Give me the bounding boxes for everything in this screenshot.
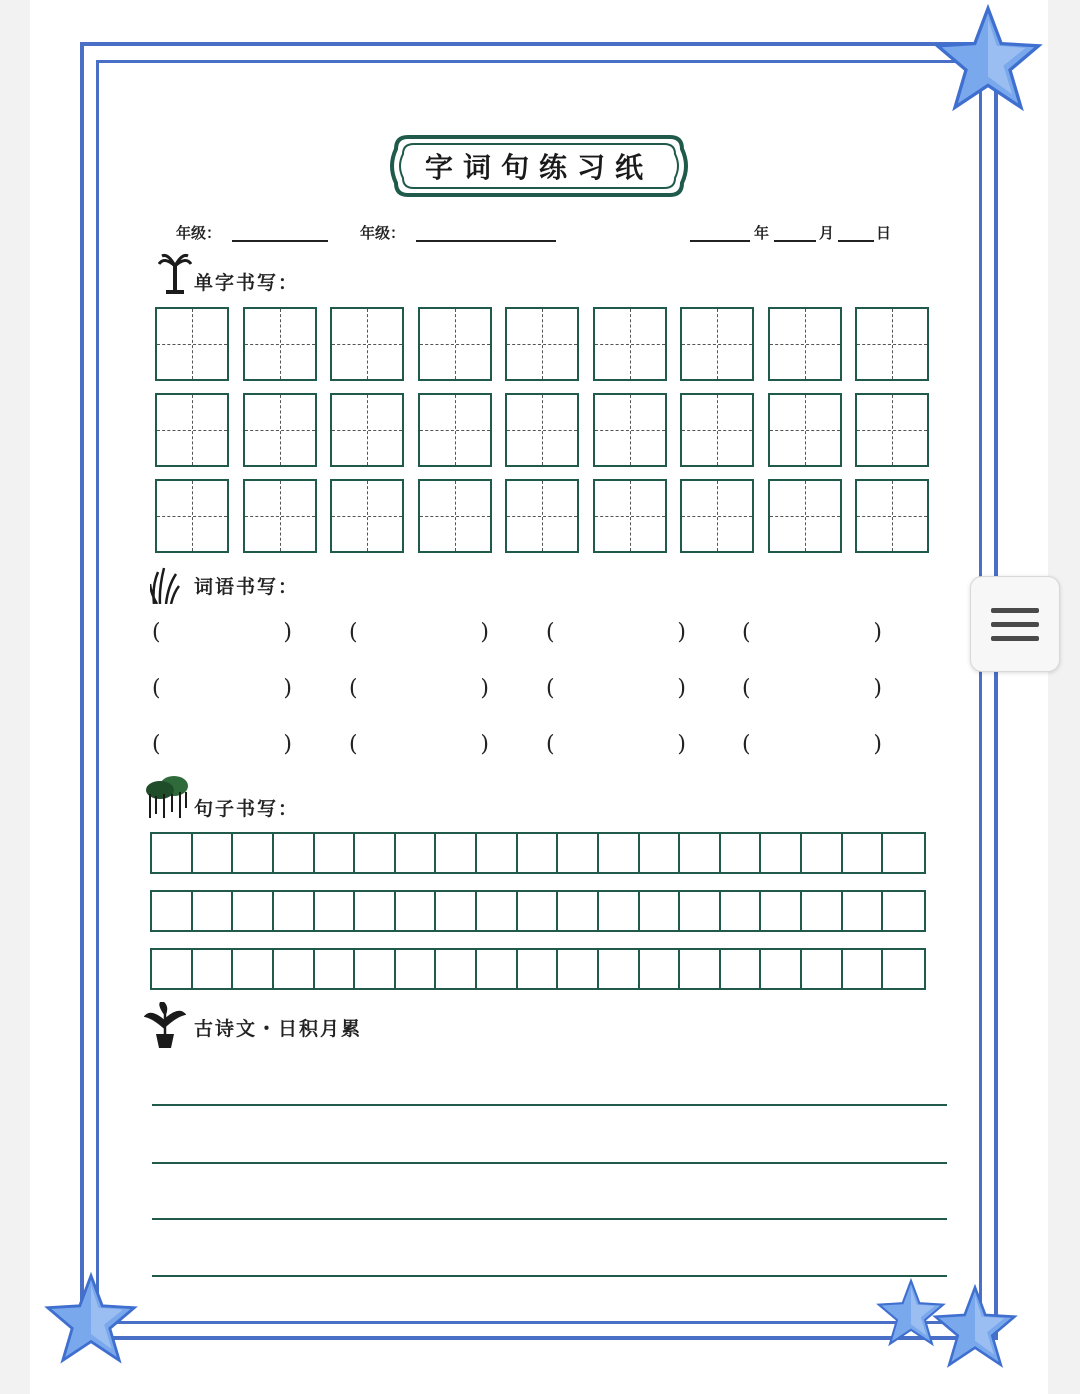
- page-title: 字词句练习纸: [424, 151, 653, 184]
- tian-cell[interactable]: [855, 479, 929, 553]
- writing-line[interactable]: [152, 1104, 947, 1106]
- tian-cell[interactable]: [330, 479, 404, 553]
- month-blank[interactable]: [774, 240, 816, 242]
- paren-close: ): [677, 620, 686, 645]
- paren-open: (: [742, 620, 751, 645]
- word-blank[interactable]: [742, 724, 882, 764]
- paren-close: ): [480, 732, 489, 757]
- tian-cell[interactable]: [593, 307, 667, 381]
- paren-open: (: [742, 676, 751, 701]
- tree-icon: [144, 774, 190, 820]
- paren-close: ): [873, 676, 882, 701]
- word-blank[interactable]: [546, 668, 686, 708]
- year-label: 年: [754, 224, 770, 242]
- palm-tree-icon: [158, 252, 192, 294]
- tian-cell[interactable]: [855, 307, 929, 381]
- paren-close: ): [677, 732, 686, 757]
- day-label: 日: [876, 224, 892, 242]
- grade-blank[interactable]: [232, 240, 328, 242]
- writing-line[interactable]: [152, 1275, 947, 1277]
- section-sentences: 句子书写：: [194, 798, 300, 820]
- star-icon: [44, 1272, 138, 1366]
- word-blank[interactable]: [546, 724, 686, 764]
- paren-close: ): [480, 620, 489, 645]
- tian-cell[interactable]: [505, 479, 579, 553]
- star-icon: [928, 4, 1048, 114]
- paren-close: ): [283, 732, 292, 757]
- word-blank[interactable]: [546, 612, 686, 652]
- paren-open: (: [546, 620, 555, 645]
- sentence-row[interactable]: [150, 832, 926, 874]
- tian-cell[interactable]: [680, 479, 754, 553]
- day-blank[interactable]: [838, 240, 874, 242]
- menu-icon: [991, 636, 1039, 641]
- grade-label-2: 年级：: [360, 224, 406, 242]
- tian-cell[interactable]: [855, 393, 929, 467]
- word-blank[interactable]: [349, 724, 489, 764]
- word-blank[interactable]: [152, 668, 292, 708]
- paren-open: (: [152, 620, 161, 645]
- paren-open: (: [546, 676, 555, 701]
- tian-cell[interactable]: [155, 479, 229, 553]
- paren-open: (: [349, 732, 358, 757]
- tian-cell[interactable]: [505, 307, 579, 381]
- word-blank[interactable]: [349, 612, 489, 652]
- grass-icon: [150, 566, 180, 604]
- word-row: [150, 724, 910, 780]
- word-row: [150, 612, 910, 668]
- menu-icon: [991, 622, 1039, 627]
- word-blank[interactable]: [152, 612, 292, 652]
- paren-close: ): [873, 620, 882, 645]
- tian-cell[interactable]: [155, 307, 229, 381]
- paren-close: ): [480, 676, 489, 701]
- paren-close: ): [873, 732, 882, 757]
- grade-blank-2[interactable]: [416, 240, 556, 242]
- tian-cell[interactable]: [680, 307, 754, 381]
- word-blanks: [150, 612, 910, 780]
- tian-cell[interactable]: [243, 307, 317, 381]
- word-blank[interactable]: [349, 668, 489, 708]
- tian-cell[interactable]: [155, 393, 229, 467]
- character-grid: [155, 307, 929, 553]
- tian-cell[interactable]: [418, 307, 492, 381]
- word-blank[interactable]: [152, 724, 292, 764]
- tian-cell[interactable]: [593, 479, 667, 553]
- paren-open: (: [742, 732, 751, 757]
- paren-close: ): [677, 676, 686, 701]
- tian-cell[interactable]: [418, 479, 492, 553]
- word-row: [150, 668, 910, 724]
- tian-cell[interactable]: [768, 307, 842, 381]
- tian-cell[interactable]: [505, 393, 579, 467]
- writing-line[interactable]: [152, 1218, 947, 1220]
- sentence-row[interactable]: [150, 890, 926, 932]
- tian-cell[interactable]: [680, 393, 754, 467]
- star-icon: [930, 1284, 1020, 1370]
- paren-open: (: [152, 676, 161, 701]
- year-blank[interactable]: [690, 240, 750, 242]
- word-blank[interactable]: [742, 668, 882, 708]
- paren-close: ): [283, 620, 292, 645]
- tian-cell[interactable]: [243, 393, 317, 467]
- tian-cell[interactable]: [330, 393, 404, 467]
- month-label: 月: [819, 224, 835, 242]
- tian-cell[interactable]: [768, 479, 842, 553]
- writing-line[interactable]: [152, 1162, 947, 1164]
- menu-button[interactable]: [970, 576, 1060, 672]
- paren-open: (: [546, 732, 555, 757]
- section-words: 词语书写：: [194, 576, 300, 598]
- paren-open: (: [152, 732, 161, 757]
- section-poetry: 古诗文・日积月累: [194, 1018, 363, 1040]
- paren-open: (: [349, 620, 358, 645]
- tian-cell[interactable]: [418, 393, 492, 467]
- section-single-chars: 单字书写：: [194, 272, 300, 294]
- tian-cell[interactable]: [243, 479, 317, 553]
- paren-close: ): [283, 676, 292, 701]
- tian-cell[interactable]: [768, 393, 842, 467]
- sentence-row[interactable]: [150, 948, 926, 990]
- paren-open: (: [349, 676, 358, 701]
- tian-cell[interactable]: [593, 393, 667, 467]
- potted-plant-icon: [144, 1002, 186, 1048]
- tian-cell[interactable]: [330, 307, 404, 381]
- word-blank[interactable]: [742, 612, 882, 652]
- grade-label: 年级：: [176, 224, 222, 242]
- menu-icon: [991, 608, 1039, 613]
